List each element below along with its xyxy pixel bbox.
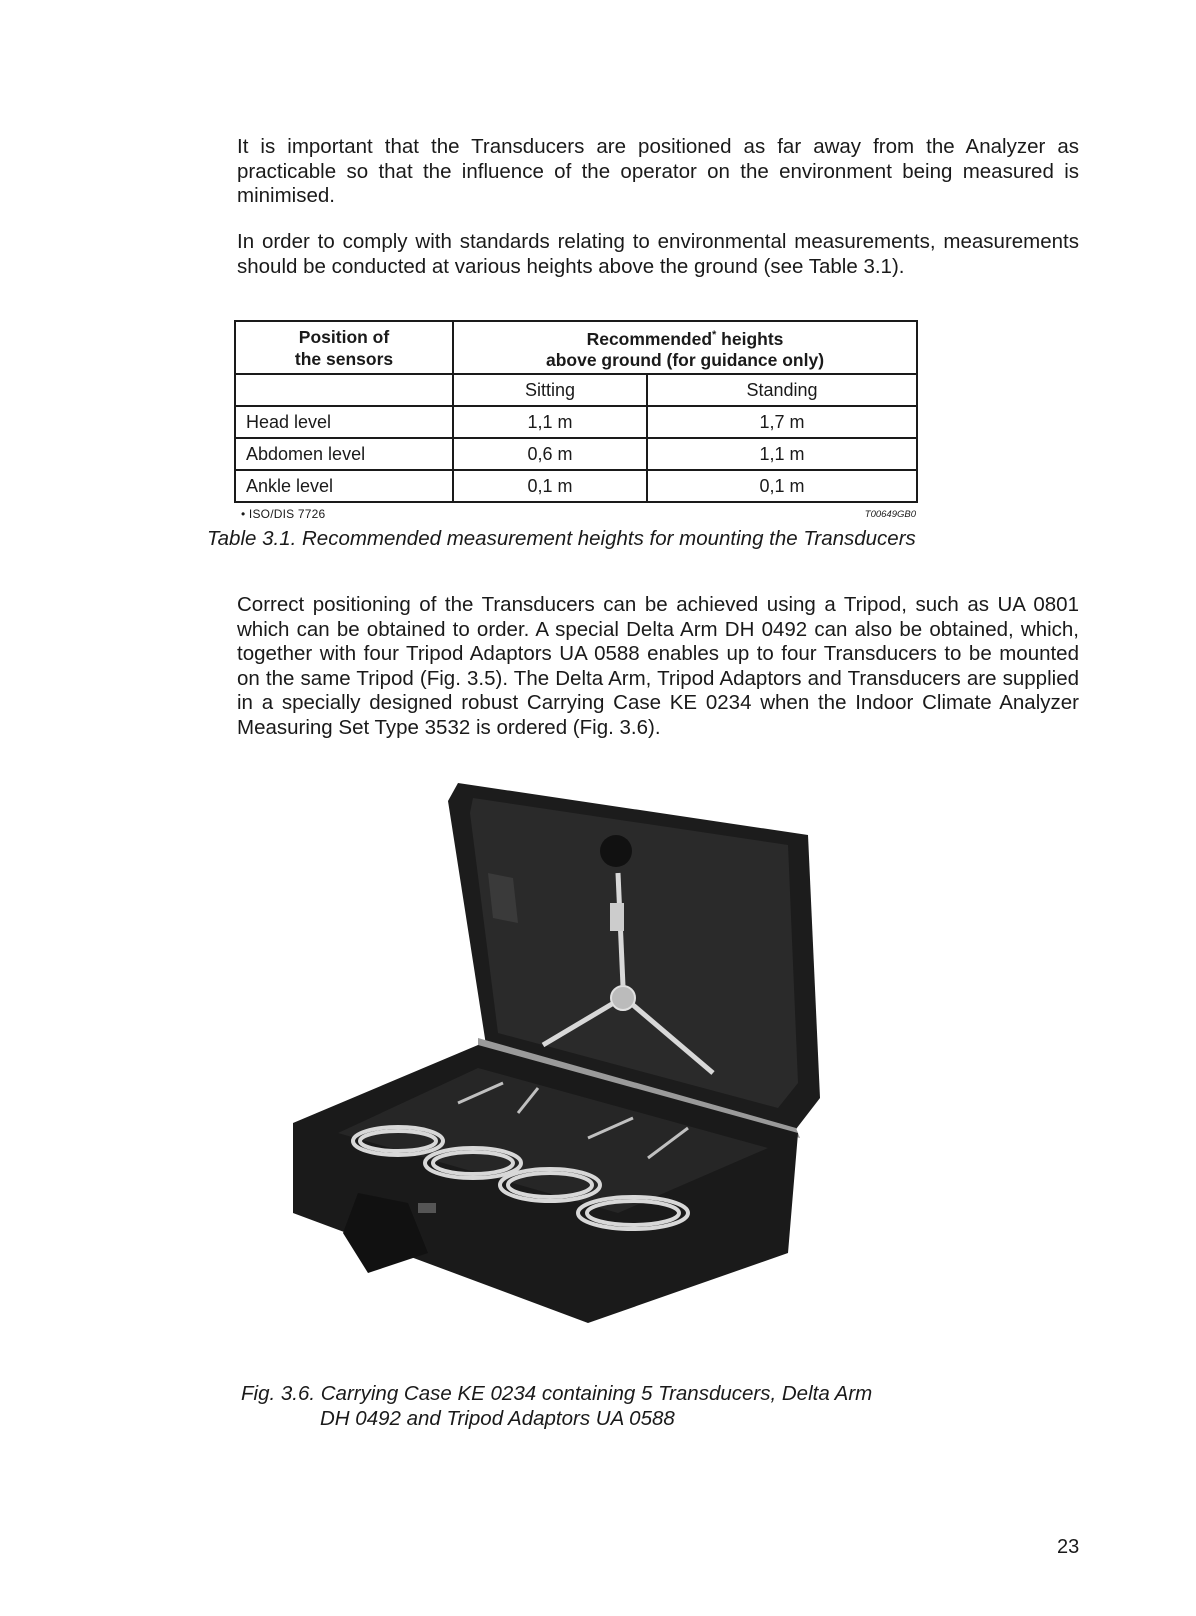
row-standing: 1,1 m <box>647 438 917 470</box>
intro-paragraph: It is important that the Transducers are positioned as far away from the Analyzer as practicable so that the influence of the operator on the environment being measured is minimised. <box>237 135 1079 207</box>
standards-paragraph: In order to comply with standards relating to environmental measurements, measurements should be conducted at various heights above the ground (see Table 3.1). <box>237 230 1079 278</box>
header-heights-line1a: Recommended <box>586 328 713 349</box>
figure-caption-line2: DH 0492 and Tripod Adaptors UA 0588 <box>320 1407 675 1430</box>
empty-cell <box>235 374 453 406</box>
figure-caption-line1: Fig. 3.6. Carrying Case KE 0234 containing 5 Transducers, Delta Arm <box>241 1382 873 1405</box>
table-row <box>235 470 917 502</box>
row-sitting: 1,1 m <box>453 406 647 438</box>
row-sitting: 0,6 m <box>453 438 647 470</box>
footnote-mark: * <box>712 328 717 341</box>
header-position-line2: the sensors <box>294 348 394 369</box>
row-sitting: 0,1 m <box>453 470 647 502</box>
page-number: 23 <box>1057 1536 1080 1558</box>
table-caption: Table 3.1. Recommended measurement heights for mounting the Transducers <box>207 527 916 550</box>
combination-lock <box>418 1203 436 1213</box>
row-standing: 0,1 m <box>647 470 917 502</box>
table-row <box>235 406 917 438</box>
header-heights-line1b: heights <box>716 328 784 349</box>
table-footnote: • ISO/DIS 7726 <box>241 507 326 521</box>
positioning-paragraph: Correct positioning of the Transducers can be achieved using a Tripod, such as UA 0801 which can be obtained to order. A special Delta Arm DH 0492 can also be obtained, which, together with four Tripod Adaptors UA 0588 enables up to four Transducers to be mounted on the same Tripod (Fig. 3.5). The Delta Arm, Tripod Adaptors and Transducers are supplied in a specially designed robust Carrying Case KE 0234 when the Indoor Climate Analyzer Measuring Set Type 3532 is ordered (Fig. 3.6). <box>237 593 1079 739</box>
row-position: Abdomen level <box>235 438 453 470</box>
header-heights-line2: above ground (for guidance only) <box>545 350 825 371</box>
header-position <box>235 321 453 374</box>
header-heights <box>453 321 917 374</box>
row-position: Head level <box>235 406 453 438</box>
row-position: Ankle level <box>235 470 453 502</box>
row-standing: 1,7 m <box>647 406 917 438</box>
heights-table <box>234 320 918 503</box>
table-code: T00649GB0 <box>864 509 916 520</box>
subheader-sitting: Sitting <box>453 374 647 406</box>
subheader-standing: Standing <box>647 374 917 406</box>
header-position-line1: Position of <box>298 326 390 347</box>
table-row <box>235 438 917 470</box>
carrying-case-photo <box>288 783 848 1363</box>
